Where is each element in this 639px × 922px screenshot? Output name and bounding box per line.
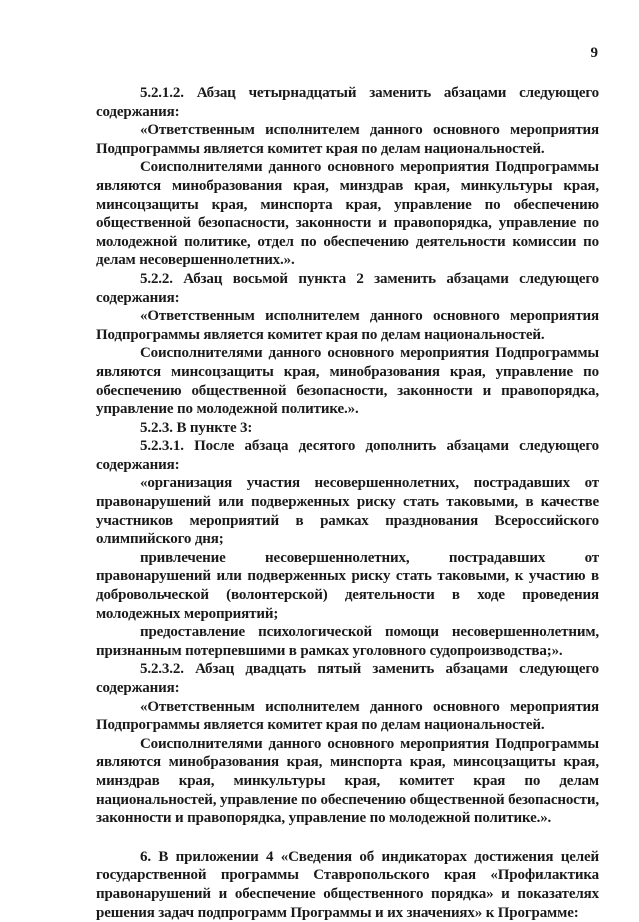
paragraph: Соисполнителями данного основного мероприятия Подпрограммы являются минобразования края, минспорта края, минсоцзащиты края, минздрав края, минкультуры края, комитет края по делам национальностей, управление по обеспечению общественной безопасности, законности и правопорядка, управление по молодежной политике.». xyxy=(96,735,599,827)
paragraph: «Ответственным исполнителем данного основного мероприятия Подпрограммы является комитет края по делам национальностей. xyxy=(96,698,599,734)
paragraph: «организация участия несовершеннолетних, пострадавших от правонарушений или подверженных риску стать таковыми, в качестве участников мероприятий в рамках празднования Всероссийского олимпийского дня; xyxy=(96,475,599,548)
paragraph: «Ответственным исполнителем данного основного мероприятия Подпрограммы является комитет края по делам национальностей. xyxy=(96,122,599,157)
paragraph: 5.2.3.1. После абзаца десятого дополнить абзацами следующего содержания: xyxy=(96,438,599,473)
paragraph: предоставление психологической помощи несовершеннолетним, признанным потерпевшими в рамках уголовного судопроизводства;». xyxy=(96,624,599,659)
paragraph: Соисполнителями данного основного мероприятия Подпрограммы являются минсоцзащиты края, минобразования края, управление по обеспечению общественной безопасности, законности и правопорядка, управление по молодежной политике.». xyxy=(96,345,599,418)
paragraph: Соисполнителями данного основного мероприятия Подпрограммы являются минобразования края, минздрав края, минкультуры края, минсоцзащиты края, минспорта края, управление по обеспечению общественной безопасности, законности и правопорядка, управление по молодежной политике, отдел по обеспечению деятельности комиссии по делам несовершеннолетних.». xyxy=(96,159,599,269)
document-body xyxy=(96,84,599,922)
paragraph: 6. В приложении 4 «Сведения об индикаторах достижения целей государственной программы Ставропольского края «Профилактика правонарушений и обеспечение общественного порядка» и показателях решения задач подпрограмм Программы и их значениях» к Программе: xyxy=(96,848,599,921)
paragraph: привлечение несовершеннолетних, пострадавших от правонарушений или подверженных риску стать таковыми, к участию в добровольческой (волонтерской) деятельности в ходе проведения молодежных мероприятий; xyxy=(96,549,599,622)
paragraph: 5.2.1.2. Абзац четырнадцатый заменить абзацами следующего содержания: xyxy=(96,85,599,120)
paragraph: 5.2.3. В пункте 3: xyxy=(140,419,253,436)
section-gap xyxy=(96,828,599,848)
paragraph: 5.2.2. Абзац восьмой пункта 2 заменить абзацами следующего содержания: xyxy=(96,270,599,306)
paragraph: «Ответственным исполнителем данного основного мероприятия Подпрограммы является комитет края по делам национальностей. xyxy=(96,308,599,343)
page-number: 9 xyxy=(590,45,598,61)
paragraph: 5.2.3.2. Абзац двадцать пятый заменить абзацами следующего содержания: xyxy=(96,661,599,696)
